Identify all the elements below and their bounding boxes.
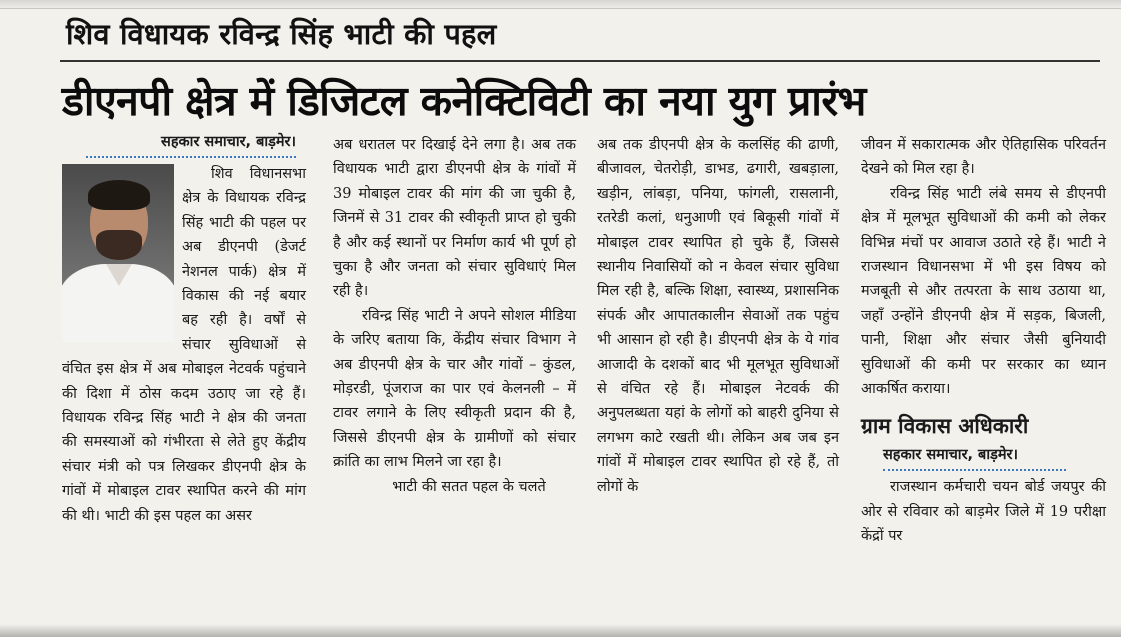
article-headline: डीएनपी क्षेत्र में डिजिटल कनेक्टिविटी का नया युग प्रारंभ <box>62 77 866 125</box>
paragraph: अब धरातल पर दिखाई देने लगा है। अब तक विधायक भाटी द्वारा डीएनपी क्षेत्र के गांवों में 39 मोबाइल टावर की मांग की जा चुकी है, जिनमें से 31 टावर की स्वीकृती प्राप्त हो चुकी है और कई स्थानों पर निर्माण कार्य भी पूर्ण हो चुका है और जनता को संचार सुविधाएं मिल रही है। <box>333 137 576 300</box>
article-kicker: शिव विधायक रविन्द्र सिंह भाटी की पहल <box>66 17 497 51</box>
paragraph: राजस्थान कर्मचारी चयन बोर्ड जयपुर की ओर से रविवार को बाड़मेर जिले में 19 परीक्षा केंद्रों पर <box>861 479 1106 545</box>
paragraph: शिव विधानसभा क्षेत्र के विधायक रविन्द्र सिंह भाटी की पहल पर अब डीएनपी (डेजर्ट नेशनल पार्क) क्षेत्र में विकास की नई बयार बह रही है। वर्षों से संचार सुविधाओं से वंचित इस क्षेत्र में अब मोबाइल नेटवर्क पहुंचाने की दिशा में ठोस कदम उठाए जा रहे हैं। विधायक रविन्द्र सिंह भाटी ने क्षेत्र की जनता की समस्याओं को गंभीरता से लेते हुए केंद्रीय संचार मंत्री को पत्र लिखकर डीएनपी क्षेत्र के गांवों में मोबाइल टावर स्थापित करने की मांग की थी। भाटी की इस पहल का असर <box>62 166 306 524</box>
next-article-dateline: सहकार समाचार, बाड़मेर। <box>883 443 1066 471</box>
previous-page-strip <box>0 0 1121 9</box>
next-article-headline: ग्राम विकास अधिकारी <box>861 414 1029 439</box>
article-column-3 <box>597 133 839 499</box>
article-column-2 <box>333 133 576 499</box>
divider <box>60 60 1100 62</box>
dateline: सहकार समाचार, बाड़मेर। <box>86 130 296 158</box>
paragraph: भाटी की सतत पहल के चलते <box>392 478 546 495</box>
paragraph: जीवन में सकारात्मक और ऐतिहासिक परिवर्तन देखने को मिल रहा है। <box>861 137 1106 178</box>
paragraph: रविन्द्र सिंह भाटी लंबे समय से डीएनपी क्षेत्र में मूलभूत सुविधाओं की कमी को लेकर विभिन्न मंचों पर आवाज उठाते रहे हैं। भाटी ने राजस्थान विधानसभा में भी इस विषय को मजबूती से और तत्परता के साथ उठाया था, जहाँ उन्होंने डीएनपी क्षेत्र में सड़क, बिजली, पानी, शिक्षा और संचार जैसी बुनियादी सुविधाओं की कमी पर सरकार का ध्यान आकर्षित कराया। <box>861 185 1106 398</box>
paragraph: अब तक डीएनपी क्षेत्र के कलसिंह की ढाणी, बीजावल, चेतरोड़ी, डाभड, ढगारी, खबड़ाला, खड़ीन, लांबड़ा, पनिया, फांगली, रासलानी, रतरेडी कलां, धनुआणी एवं बिकूसी गांवों में मोबाइल टावर स्थापित हो चुके हैं, जिससे स्थानीय निवासियों को न केवल संचार सुविधा मिल रही है, बल्कि शिक्षा, स्वास्थ्य, प्रशासनिक संपर्क और आपातकालीन सेवाओं तक पहुंच भी आसान हो रही है। डीएनपी क्षेत्र के ये गांव आजादी के दशकों बाद भी मूलभूत सुविधाओं से वंचित रहे हैं। मोबाइल नेटवर्क की अनुपलब्धता यहां के लोगों को बाहरी दुनिया से लगभग काटे रखती थी। लेकिन अब जब इन गांवों में मोबाइल टावर स्थापित हो रहे हैं, तो लोगों के <box>597 137 839 495</box>
page-edge <box>0 624 1121 637</box>
mla-portrait-photo <box>62 164 174 342</box>
article-column-4 <box>861 133 1106 549</box>
article-column-1 <box>62 130 306 528</box>
paragraph: रविन्द्र सिंह भाटी ने अपने सोशल मीडिया के जरिए बताया कि, केंद्रीय संचार विभाग ने अब डीएनपी क्षेत्र के चार और गांवों – कुंडल, मोड़रडी, पूंजराज का पार एवं केलनली – में टावर लगाने के लिए स्वीकृती प्रदान की है, जिससे डीएनपी क्षेत्र के ग्रामीणों को संचार क्रांति का लाभ मिलने जा रहा है। <box>333 307 576 471</box>
